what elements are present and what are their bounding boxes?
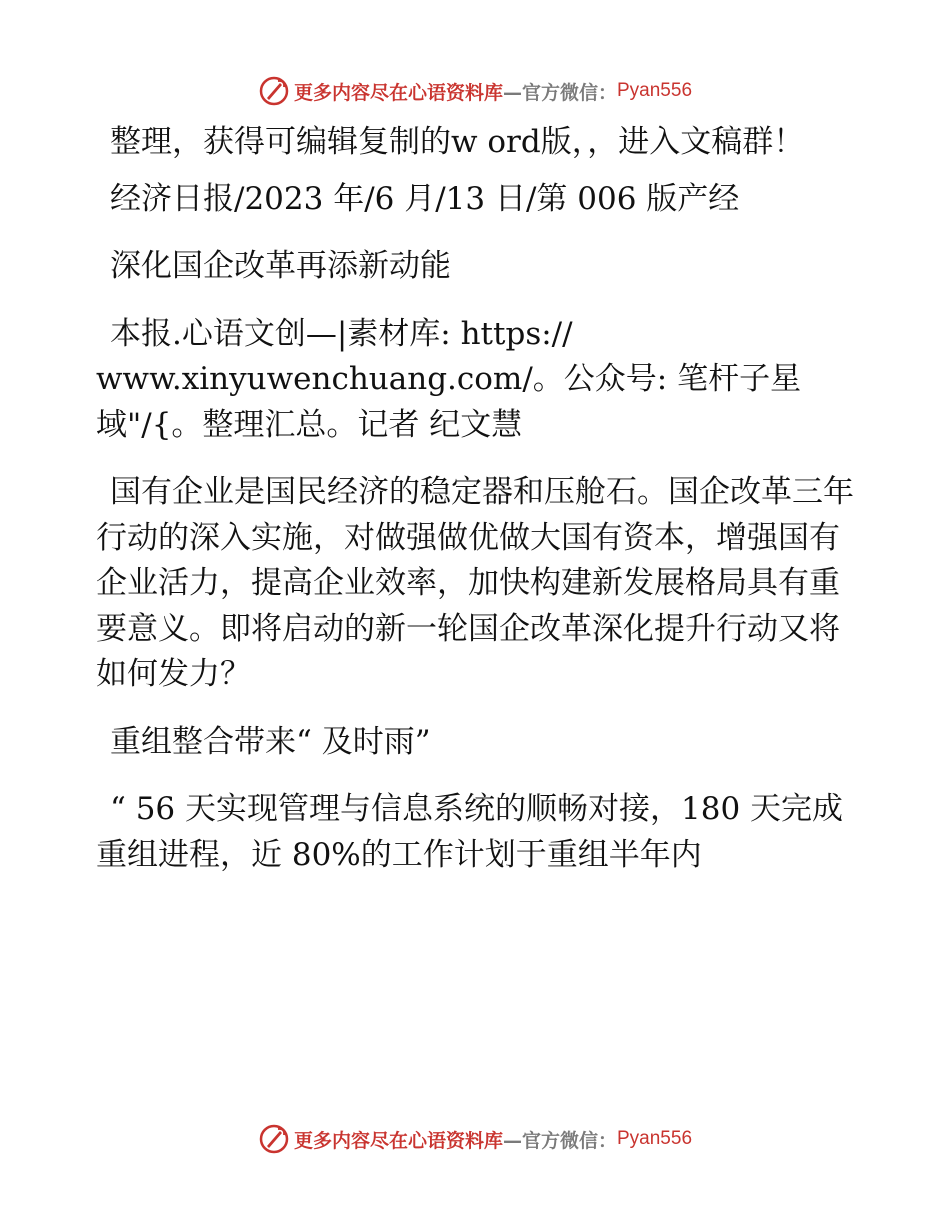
quill-logo-icon: [258, 75, 290, 107]
article-body: [96, 120, 856, 900]
banner-wechat-handle: Pyan556: [617, 80, 693, 101]
header-watermark-banner: [0, 71, 950, 111]
source-line: 经济日报/2023 年/6 月/13 日/第 006 版产经: [110, 180, 740, 217]
banner-slogan: 更多内容尽在心语资料库: [293, 81, 503, 104]
section-heading: 重组整合带来“ 及时雨”: [110, 723, 431, 760]
footer-watermark-banner: [0, 1119, 950, 1159]
paragraph-1: 国有企业是国民经济的稳定器和压舱石。国企改革三年行动的深入实施，对做强做优做大国有资本，增强国有企业活力，提高企业效率，加快构建新发展格局具有重要意义。即将启动的新一轮国企改革深化提升行动又将如何发力？: [96, 474, 854, 692]
intro-note: 整理，获得可编辑复制的w ord版，，进入文稿群！: [110, 124, 805, 160]
article-title: 深化国企改革再添新动能: [110, 248, 451, 284]
quill-logo-icon: [258, 1123, 290, 1155]
banner-wechat-label: —官方微信：: [502, 1129, 617, 1152]
banner-slogan: 更多内容尽在心语资料库: [293, 1129, 503, 1152]
byline: 本报.心语文创—|素材库: https:// www.xinyuwenchuang.com/。公众号: 笔杆子星域"/{。整理汇总。记者 纪文慧: [96, 315, 802, 443]
paragraph-2: “ 56 天实现管理与信息系统的顺畅对接，180 天完成重组进程，近 80%的工作计划于重组半年内: [96, 791, 844, 873]
banner-wechat-label: —官方微信：: [502, 81, 617, 104]
banner-wechat-handle: Pyan556: [617, 1128, 693, 1149]
